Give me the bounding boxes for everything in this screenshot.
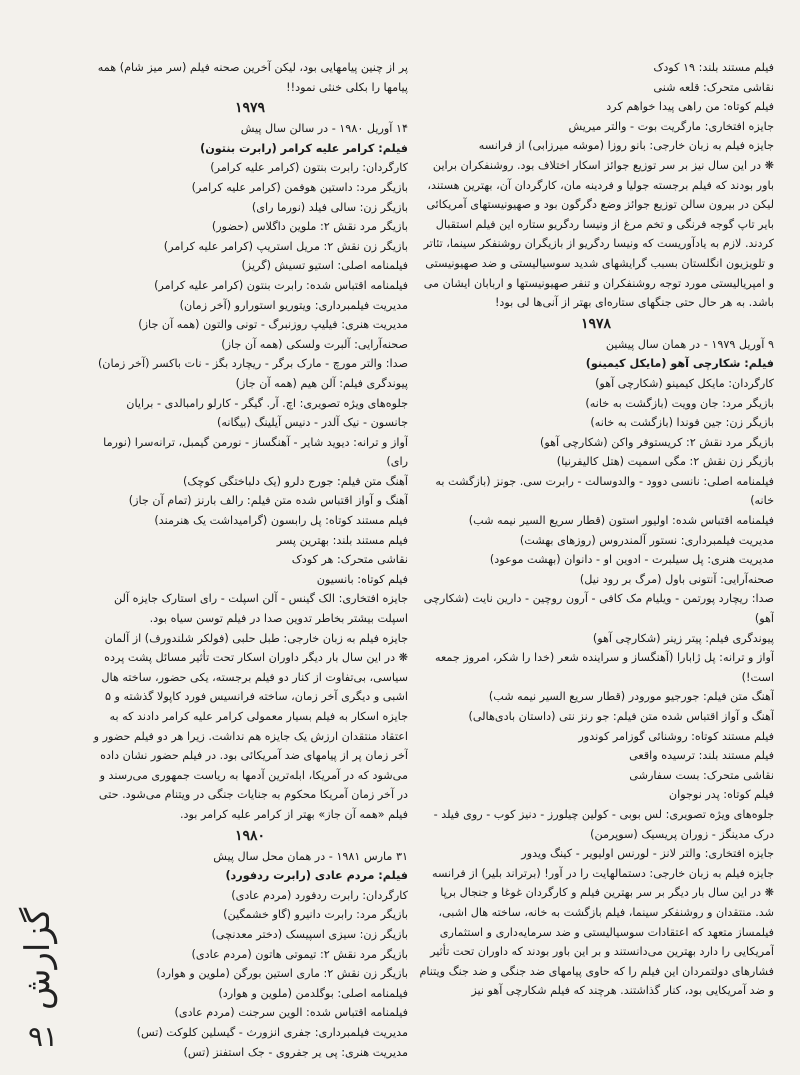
left-column-text-line: فیلمنامه اصلی: استیو تسیش (گریز): [241, 259, 408, 273]
right-column-text-line: فیلمنامه اقتباس شده: اولیور استون (قطار سریع السیر نیمه شب): [468, 514, 774, 528]
right-column: [418, 58, 774, 1001]
left-column-text-line: پر از چنین پیامهایی بود، لیکن آخرین صحنه فیلم (سر میز شام) همه پیامها را بکلی خنثی نمود!!: [97, 61, 408, 94]
left-column-text-line: پیوندگری فیلم: آلن هیم (همه آن جاز): [235, 376, 408, 390]
right-column-text-line: صحنه‌آرایی: آنتونی باول (مرگ بر رود نیل): [579, 572, 774, 586]
right-column-text-line: جایزه فیلم به زبان خارجی: بانو روزا (موشه میرزابی) از فرانسه: [478, 139, 774, 153]
right-column-text-line: فیلم کوتاه: من راهی پیدا خواهم کرد: [606, 100, 774, 114]
right-column-text-line: بازیگر زن: جین فوندا (بازگشت به خانه): [590, 416, 774, 430]
right-column-year-heading: ۱۹۷۸: [580, 315, 612, 332]
right-column-text-line: بازیگر مرد نقش ۲: کریستوفر واکن (شکارچی آهو): [539, 435, 774, 449]
left-column: [92, 58, 408, 1062]
right-column-text-line: فیلم: شکارچی آهو (مایکل کیمینو): [585, 357, 774, 371]
left-column-text-line: جلوه‌های ویژه تصویری: اچ. آر. گیگر - کارلو رامبالدی - برایان جانسون - نیک آلدر - دنیس آیلینگ (بیگانه): [126, 396, 408, 430]
right-column-text-line: فیلم مستند بلند: ۱۹ کودک: [653, 61, 774, 74]
right-column-text-line: فیلمنامه اصلی: نانسی دوود - والدوسالت - رابرت سی. جونز (بازگشت به خانه): [435, 474, 774, 508]
left-column-text-line: ۳۱ مارس ۱۹۸۱ - در همان محل سال پیش: [213, 849, 408, 863]
left-column-text-line: ۱۴ آوریل ۱۹۸۰ - در سالن سال پیش: [240, 122, 408, 136]
left-column-text-line: فیلم کوتاه: بانسیون: [316, 572, 408, 586]
left-column-text-line: ❋ در این سال بار دیگر داوران اسکار تحت تأثیر مسائل پشت پرده سیاسی، بی‌تفاوت از کنار دو فیلم برجسته، یکی حضور، ساخته هال اشبی و دیگری آخر زمان، ساخته فرانسیس فورد کاپولا گذشته و ۵ جایزه اسکار به فیلم بسیار معمولی کرامر علیه کرامر دادند که به اعتقاد منتقدان ارزش یک جایزه هم نداشت. زیرا هر دو فیلم حضور و آخر زمان پر از پیامهای ضد آمریکائی بود. در فیلم حضور نشان داده می‌شود که در آمریکا، ابله‌ترین آدمها به ریاست جمهوری می‌رسند و در آخر زمان آمریکا محکوم به جنایات جنگی در ویتنام می‌شود. حتی فیلم «همه آن جاز» بهتر از کرامر علیه کرامر بود.: [93, 651, 408, 821]
left-column-year-heading: ۱۹۸۰: [234, 827, 266, 844]
left-column-text-line: نقاشی متحرک: هر کودک: [291, 553, 408, 567]
left-column-text-line: مدیریت فیلمبرداری: ویتوریو استورارو (آخر زمان): [179, 298, 408, 312]
right-column-text-line: جایزه فیلم به زبان خارجی: دستمالهایت را در آور! (برتراند بلیر) از فرانسه: [432, 866, 774, 880]
right-column-text-line: ❋ در این سال نیز بر سر توزیع جوائز اسکار اختلاف بود. روشنفکران براین باور بودند که فیلم برجسته جولیا و فردینه مان، کارگردان آن، بهترین هستند، لیکن در بیرون سالن توزیع جوائز وضع دگرگون بود و صهیونیستهای آمریکائی بایر تاپ گوجه فرنگی و تخم مرغ از ونیسا ردگریو ستاره این فیلم استقبال کردند. لازم به یادآوریست که ونیسا ردگریو از بازیگران روشنفکر سینما، تئاتر و تلویزیون انگلستان بسبب گرایشهای شدید سوسیالیستی و ضد صهیونیستی و امپریالیستی مورد توجه روشنفکران و تنفر صهیونیستها و اربابان ایشان می باشد. به هر حال حتی جنگهای ستاره‌ای بهتر از آنی‌ها لی بود!: [423, 158, 774, 310]
left-column-text-line: بازیگر زن: سیزی اسپیسک (دختر معدنچی): [211, 927, 408, 941]
right-column-text-line: جلوه‌های ویژه تصویری: لس بوبی - کولین چیلورز - دنیز کوب - روی فیلد - درک مدینگز - زوران پریسیک (سوپرمن): [433, 807, 774, 841]
left-column-text-line: فیلمنامه اقتباس شده: الوین سرجنت (مردم عادی): [174, 1006, 408, 1020]
left-column-text-line: فیلم: مردم عادی (رابرت ردفورد): [225, 869, 408, 883]
left-column-text-line: مدیریت هنری: پی یر جفروی - جک استفنز (تس): [183, 1045, 408, 1059]
right-column-text-line: ۹ آوریل ۱۹۷۹ - در همان سال پیشین: [605, 337, 774, 351]
left-column-text-line: بازیگر زن نقش ۲: مریل استریپ (کرامر علیه کرامر): [163, 239, 408, 253]
left-column-text-line: بازیگر مرد نقش ۲: تیموتی هاتون (مردم عادی): [191, 947, 408, 961]
left-column-text-line: آهنگ و آواز اقتباس شده متن فیلم: رالف بارنز (تمام آن جاز): [128, 494, 408, 508]
right-column-text-line: مدیریت فیلمبرداری: نستور آلمندروس (روزهای بهشت): [519, 533, 774, 547]
left-column-text-line: فیلم: کرامر علیه کرامر (رابرت بنتون): [200, 141, 408, 155]
left-column-text-line: صحنه‌آرایی: آلبرت ولسکی (همه آن جاز): [221, 337, 408, 351]
right-column-text-line: پیوندگری فیلم: پیتر زینر (شکارچی آهو): [592, 631, 774, 645]
left-column-text-line: فیلمنامه اقتباس شده: رابرت بنتون (کرامر علیه کرامر): [154, 278, 408, 292]
right-column-text-line: نقاشی متحرک: بست سفارشی: [629, 768, 774, 782]
left-column-text-line: مدیریت هنری: فیلیپ روزنبرگ - تونی والتون (همه آن جاز): [138, 318, 408, 332]
left-column-text-line: جایزه افتخاری: الک گینس - آلن اسپلت - رای استارک جایزه آلن اسپلت بیشتر بخاطر تدوین صدا در فیلم توسن سیاه بود.: [114, 592, 408, 626]
right-column-text-line: فیلم کوتاه: پدر نوجوان: [668, 788, 774, 802]
left-column-text-line: فیلم مستند بلند: بهترین پسر: [276, 533, 408, 547]
left-column-year-heading: ۱۹۷۹: [234, 100, 266, 117]
right-column-text-line: صدا: ریچارد پورتمن - ویلیام مک کافی - آرون روچین - دارین نایت (شکارچی آهو): [423, 592, 774, 626]
right-column-text-line: جایزه افتخاری: مارگریت بوت - والتر میریش: [568, 119, 774, 133]
right-column-text-line: بازیگر زن نقش ۲: مگی اسمیت (هتل کالیفرنیا): [556, 455, 774, 469]
left-column-text-line: بازیگر مرد: رابرت دانیرو (گاو خشمگین): [223, 908, 408, 922]
left-column-text-line: فیلمنامه اصلی: بوگلدمن (ملوین و هوارد): [218, 986, 408, 1000]
right-column-text-line: آهنگ و آواز اقتباس شده متن فیلم: جو رنز نتی (داستان بادی‌هالی): [468, 710, 774, 723]
right-column-text-line: نقاشی متحرک: قلعه شنی: [653, 80, 774, 94]
right-column-text-line: آهنگ متن فیلم: جورجیو مورودر (قطار سریع السیر نیمه شب): [488, 690, 774, 704]
right-column-text-line: فیلم مستند بلند: ترسیده واقعی: [629, 749, 774, 763]
left-column-text-line: آهنگ متن فیلم: جورج دلرو (یک دلباختگی کوچک): [183, 474, 408, 488]
page-number: ۹۱: [28, 1020, 59, 1053]
right-column-text-line: آواز و ترانه: پل ژابارا (آهنگساز و سراینده شعر (خدا را شکر، امروز جمعه است!): [435, 651, 774, 684]
left-column-text-line: جایزه فیلم به زبان خارجی: طبل حلبی (فولکر شلندورف) از آلمان: [104, 631, 408, 645]
left-column-text-line: بازیگر زن نقش ۲: ماری استین بورگن (ملوین و هوارد): [156, 967, 408, 981]
right-column-text-line: بازیگر مرد: جان وویت (بازگشت به خانه): [585, 396, 774, 410]
left-column-text-line: بازیگر مرد نقش ۲: ملوین داگلاس (حضور): [211, 220, 408, 234]
right-column-text-line: مدیریت هنری: پل سیلبرت - ادوین او - دانوان (بهشت موعود): [489, 553, 774, 567]
right-column-text-line: فیلم مستند کوتاه: روشنائی گوزامر کوندور: [578, 729, 774, 743]
right-column-text-line: کارگردان: مایکل کیمینو (شکارچی آهو): [595, 376, 774, 390]
left-column-text-line: مدیریت فیلمبرداری: جفری انزورث - گیسلین کلوکت (تس): [136, 1025, 408, 1039]
left-column-text-line: صدا: والتر مورچ - مارک برگر - ریچارد بگز - نات باکسر (آخر زمان): [97, 357, 408, 371]
magazine-logo: گزارش: [18, 907, 58, 1010]
left-column-text-line: کارگردان: رابرت بنتون (کرامر علیه کرامر): [210, 161, 408, 175]
left-column-text-line: آواز و ترانه: دیوید شایر - آهنگساز - نورمن گیمبل، ترانه‌سرا (نورما رای): [103, 435, 408, 469]
right-column-text-line: ❋ در این سال بار دیگر بر سر بهترین فیلم و کارگردان غوغا و جنجال برپا شد. منتقدان و روشنفکر سینما، فیلم بازگشت به خانه، ساخته هال اشبی، فیلمساز متعهد که اعتقادات سوسیالیستی و ضد سرمایه‌داری و استثماری آمریکایی را دارد بهترین می‌دانستند و بر این باور بودند که داوران تحت تأثیر فشارهای دولتمردان این فیلم را که حاوی پیامهای ضد جنگی و ضد جنگ ویتنام و ضد آمریکایی بود، کنار گذاشتند. هرچند که فیلم شکارچی آهو نیز: [419, 886, 774, 998]
left-column-text-line: فیلم مستند کوتاه: پل رابسون (گرامیداشت یک هنرمند): [154, 514, 408, 528]
left-column-text-line: بازیگر مرد: داستین هوفمن (کرامر علیه کرامر): [191, 180, 408, 194]
left-column-text-line: کارگردان: رابرت ردفورد (مردم عادی): [231, 888, 408, 902]
left-column-text-line: بازیگر زن: سالی فیلد (نورما رای): [251, 200, 408, 214]
right-column-text-line: جایزه افتخاری: والتر لانز - لورنس اولیویر - کینگ ویدور: [521, 847, 774, 861]
